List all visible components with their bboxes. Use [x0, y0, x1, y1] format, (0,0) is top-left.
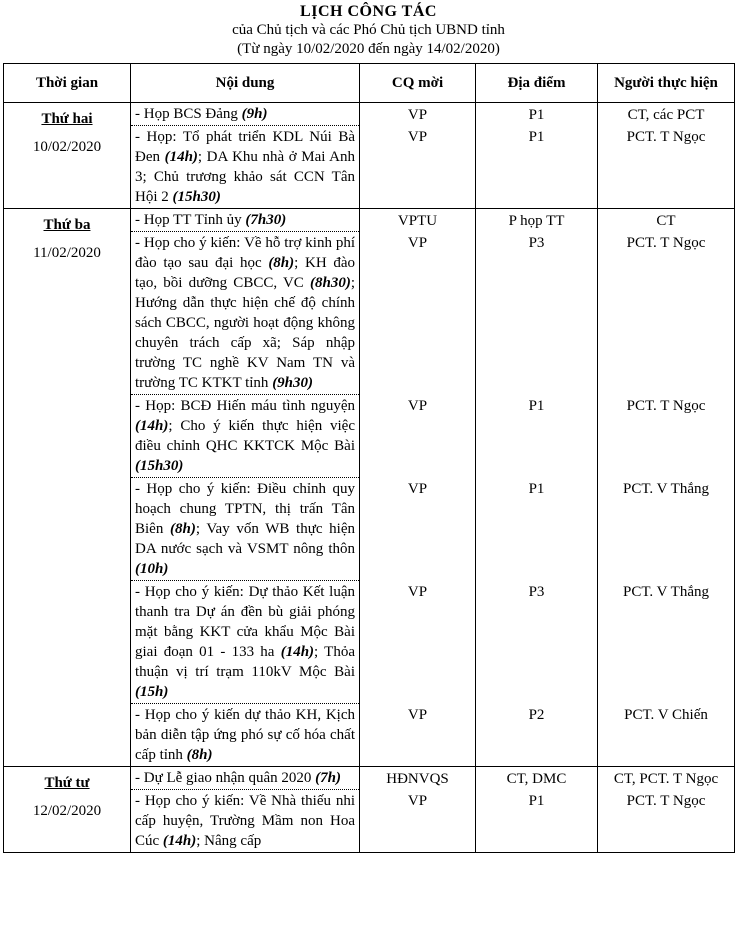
person-value: PCT. T Ngọc [626, 234, 706, 251]
inviter-value: VP [407, 234, 428, 251]
item-time: (14h) [164, 149, 198, 165]
day-cell [4, 209, 131, 767]
table-row [4, 103, 735, 209]
item-time: (14h) [135, 418, 169, 434]
person-value: CT [656, 212, 676, 229]
location-value: P1 [528, 397, 545, 414]
content-cell [131, 767, 360, 853]
item-time: (9h) [241, 106, 268, 122]
day-date: 12/02/2020 [32, 803, 102, 819]
person-cell [598, 767, 735, 853]
item-text: - Họp cho ý kiến: Điều chỉnh quy hoạch chung TPTN, thị trấn Tân Biên [135, 481, 355, 537]
date-range: (Từ ngày 10/02/2020 đến ngày 14/02/2020) [237, 41, 500, 57]
item-text: ; Vay vốn WB thực hiện DA nước sạch và VSMT nông thôn [135, 521, 355, 557]
item-time: (8h) [169, 521, 196, 537]
content-cell [131, 103, 360, 209]
location-value: P2 [528, 706, 545, 723]
person-cell [598, 209, 735, 767]
item-text: - Họp cho ý kiến: Về Nhà thiếu nhi cấp huyện, Trường Mầm non Hoa Cúc [135, 793, 355, 849]
day-name: Thứ hai [41, 111, 93, 127]
column-header-location: Địa điểm [476, 64, 598, 103]
day-cell [4, 767, 131, 853]
item-text: ; Nâng cấp [196, 833, 262, 849]
person-value: PCT. T Ngọc [626, 128, 706, 145]
location-value: P1 [528, 128, 545, 145]
item-time: (10h) [135, 561, 169, 577]
item-text: - Họp BCS Đảng [135, 106, 242, 122]
schedule-item [131, 231, 359, 394]
inviter-value: VP [407, 792, 428, 809]
item-time: (14h) [280, 644, 315, 660]
location-value: P1 [528, 792, 545, 809]
inviter-value: VP [407, 706, 428, 723]
item-time: (7h30) [245, 212, 287, 228]
inviter-value: VP [407, 397, 428, 414]
location-value: P họp TT [508, 212, 565, 229]
schedule-item [131, 789, 359, 852]
location-value: P1 [528, 106, 545, 123]
item-time: (8h) [268, 255, 295, 271]
person-value: PCT. T Ngọc [626, 792, 706, 809]
table-row [4, 209, 735, 767]
day-date: 11/02/2020 [33, 245, 101, 261]
column-header-time: Thời gian [4, 64, 131, 103]
item-time: (15h) [135, 684, 169, 700]
day-cell [4, 103, 131, 209]
inviter-value: VP [407, 128, 428, 145]
inviter-cell [360, 103, 476, 209]
item-time: (14h) [162, 833, 197, 849]
table-header-row [4, 64, 735, 103]
person-value: CT, các PCT [627, 106, 705, 123]
schedule-item [131, 767, 359, 789]
item-text: - Họp TT Tỉnh ủy [135, 212, 246, 228]
location-cell [476, 209, 598, 767]
inviter-value: HĐNVQS [386, 770, 449, 787]
schedule-item [131, 580, 359, 703]
day-name: Thứ ba [43, 217, 91, 233]
person-value: PCT. T Ngọc [626, 397, 706, 414]
person-value: PCT. V Thắng [623, 480, 709, 497]
location-value: P3 [528, 583, 545, 600]
item-text: ; DA Khu nhà ở Mai Anh 3; Chủ trương khảo sát CCN Tân Hội 2 [135, 149, 355, 205]
person-value: PCT. V Chiến [624, 706, 708, 723]
item-text: ; Thỏa thuận vị trí trạm 110kV Mộc Bài [135, 644, 355, 680]
column-header-inviter: CQ mời [360, 64, 476, 103]
item-time: (8h30) [309, 275, 351, 291]
column-header-person: Người thực hiện [598, 64, 735, 103]
day-date: 10/02/2020 [32, 139, 102, 155]
day-name: Thứ tư [44, 775, 90, 791]
location-cell [476, 767, 598, 853]
inviter-value: VP [407, 106, 428, 123]
item-text: - Họp cho ý kiến: Dự thảo Kết luận thanh tra Dự án đền bù giải phóng mặt bằng KKT cửa khẩu Mộc Bài giai đoạn 01 - 133 ha [135, 584, 355, 660]
item-text: ; KH đào tạo, bồi dưỡng CBCC, VC [135, 255, 355, 291]
document-title: LỊCH CÔNG TÁC [300, 3, 437, 20]
item-text: ; Cho ý kiến thực hiện việc điều chỉnh QHC KKTCK Mộc Bài [135, 418, 355, 454]
item-text: - Họp: Tổ phát triển KDL Núi Bà Đen [135, 129, 355, 165]
item-time: (15h30) [172, 189, 221, 205]
item-time: (7h) [315, 770, 342, 786]
table-row [4, 767, 735, 853]
location-value: P1 [528, 480, 545, 497]
schedule-item [131, 394, 359, 477]
item-time: (15h30) [135, 458, 184, 474]
person-cell [598, 103, 735, 209]
inviter-cell [360, 767, 476, 853]
item-text: - Họp cho ý kiến dự thảo KH, Kịch bản diễn tập ứng phó sự cố hóa chất cấp tỉnh [135, 707, 355, 763]
item-text: - Họp: BCĐ Hiến máu tình nguyện [135, 398, 355, 414]
location-value: P3 [528, 234, 545, 251]
document-subtitle: của Chủ tịch và các Phó Chủ tịch UBND tỉnh [232, 22, 505, 38]
inviter-value: VPTU [397, 212, 438, 229]
inviter-value: VP [407, 583, 428, 600]
person-value: CT, PCT. T Ngọc [613, 770, 719, 787]
schedule-item [131, 477, 359, 580]
content-cell [131, 209, 360, 767]
item-time: (9h30) [272, 375, 314, 391]
item-text: - Họp cho ý kiến: Về hỗ trợ kinh phí đào tạo sau đại học [135, 235, 355, 271]
schedule-item [131, 125, 359, 208]
schedule-item [131, 209, 359, 231]
item-time: (8h) [186, 747, 213, 763]
column-header-content: Nội dung [131, 64, 360, 103]
inviter-value: VP [407, 480, 428, 497]
document-header [0, 0, 737, 59]
person-value: PCT. V Thắng [623, 583, 709, 600]
location-cell [476, 103, 598, 209]
inviter-cell [360, 209, 476, 767]
schedule-item [131, 703, 359, 766]
item-text: ; Hướng dẫn thực hiện chế độ chính sách CBCC, người hoạt động không chuyên trách cấp xã; Sáp nhập trường TC nghề KV Nam TN và trường TC KTKT tỉnh [135, 275, 355, 391]
location-value: CT, DMC [506, 770, 567, 787]
item-text: - Dự Lễ giao nhận quân 2020 [135, 770, 316, 786]
schedule-item [131, 103, 359, 125]
schedule-table [3, 63, 735, 853]
